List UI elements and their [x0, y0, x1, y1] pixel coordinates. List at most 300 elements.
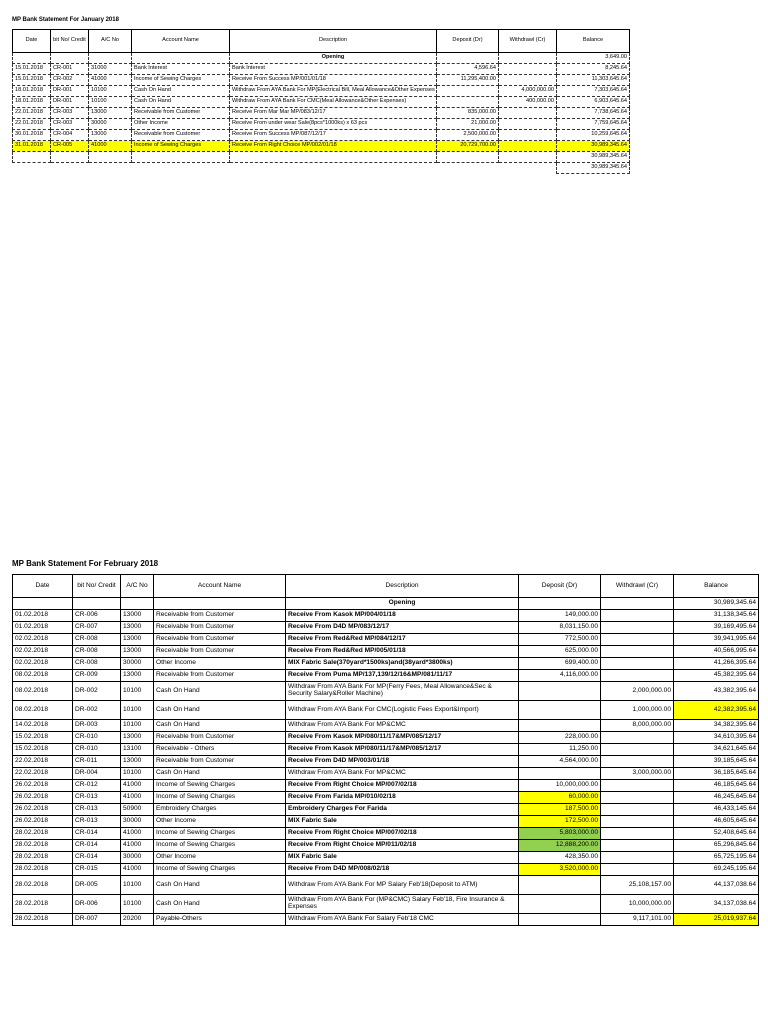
description-cell: Withdraw From AYA Bank For MP Salary Feb'18(Deposit to ATM): [286, 876, 519, 895]
date-cell: 28.02.2018: [13, 895, 73, 914]
deposit-cell: 187,500.00: [519, 804, 601, 816]
account-name-cell: Income of Sewing Charges: [132, 75, 230, 86]
description-cell: MIX Fabric Sale: [286, 816, 519, 828]
table-row: [13, 828, 759, 840]
description-cell: Receive From Kasok MP/004/01/18: [286, 610, 519, 622]
date-cell: 15.01.2018: [13, 75, 51, 86]
account-number-cell: 41000: [121, 840, 154, 852]
withdrawal-cell: [601, 670, 674, 682]
balance-cell: 45,382,395.64: [674, 670, 759, 682]
withdrawal-cell: [499, 119, 557, 130]
table-row: [13, 732, 759, 744]
column-header: Withdrawl (Cr): [499, 30, 557, 53]
date-cell: 26.02.2018: [13, 804, 73, 816]
description-cell: Receive From Red&Red MP/005/01/18: [286, 646, 519, 658]
date-cell: 02.02.2018: [13, 658, 73, 670]
description-cell: Receive From Kasok MP/080/11/17&MP/085/12/17: [286, 732, 519, 744]
reference-cell: CR-005: [51, 141, 89, 152]
account-name-cell: Cash On Hand: [154, 768, 286, 780]
description-cell: Bank Interest: [230, 64, 437, 75]
balance-cell: 39,169,495.64: [674, 622, 759, 634]
date-cell: 26.02.2018: [13, 792, 73, 804]
deposit-cell: 699,400.00: [519, 658, 601, 670]
deposit-cell: 3,520,000.00: [519, 864, 601, 876]
reference-cell: CR-008: [73, 646, 121, 658]
account-number-cell: 13000: [89, 108, 132, 119]
account-name-cell: Cash On Hand: [154, 720, 286, 732]
opening-label: Opening: [286, 598, 519, 610]
table-row: [13, 75, 630, 86]
reference-cell: DR-004: [73, 768, 121, 780]
description-cell: Withdraw From AYA Bank For MP&CMC: [286, 720, 519, 732]
withdrawal-cell: [601, 622, 674, 634]
date-cell: 28.02.2018: [13, 914, 73, 926]
reference-cell: DR-001: [51, 86, 89, 97]
deposit-cell: [519, 720, 601, 732]
description-cell: Receive From Right Choice MP/007/02/18: [286, 828, 519, 840]
account-number-cell: 13000: [121, 670, 154, 682]
description-cell: Receive From Right Choice MP/002/01/18: [230, 141, 437, 152]
date-cell: 01.02.2018: [13, 610, 73, 622]
deposit-cell: 4,564,000.00: [519, 756, 601, 768]
account-name-cell: Cash On Hand: [154, 701, 286, 720]
balance-cell: 46,433,145.64: [674, 804, 759, 816]
table-row: [13, 108, 630, 119]
description-cell: Withdraw From AYA Bank For CMC(Logistic Fees Export&Import): [286, 701, 519, 720]
table-row: [13, 780, 759, 792]
account-number-cell: 13000: [121, 610, 154, 622]
date-cell: 30.01.2018: [13, 130, 51, 141]
account-number-cell: 13000: [121, 634, 154, 646]
description-cell: Receive From Mar Mar MP/083/12/17: [230, 108, 437, 119]
empty-cell: [437, 53, 499, 64]
empty-cell: [51, 163, 89, 174]
opening-balance: 3,649.00: [557, 53, 630, 64]
deposit-cell: 21,000.00: [437, 119, 499, 130]
empty-cell: [132, 53, 230, 64]
table-row: [13, 756, 759, 768]
date-cell: 22.01.2018: [13, 108, 51, 119]
date-cell: 31.01.2018: [13, 141, 51, 152]
date-cell: 28.02.2018: [13, 828, 73, 840]
empty-cell: [121, 598, 154, 610]
withdrawal-cell: [499, 130, 557, 141]
withdrawal-cell: [601, 756, 674, 768]
column-header: Description: [286, 575, 519, 598]
column-header: A/C No: [89, 30, 132, 53]
deposit-cell: [519, 682, 601, 701]
account-number-cell: 41000: [89, 141, 132, 152]
account-name-cell: Income of Sewing Charges: [154, 864, 286, 876]
withdrawal-cell: [601, 646, 674, 658]
account-number-cell: 13000: [121, 622, 154, 634]
table-row: [13, 768, 759, 780]
balance-cell: 46,605,645.64: [674, 816, 759, 828]
january-title: MP Bank Statement For January 2018: [12, 17, 119, 23]
balance-cell: 6,903,645.64: [557, 97, 630, 108]
withdrawal-cell: [601, 828, 674, 840]
empty-cell: [499, 163, 557, 174]
reference-cell: DR-001: [51, 97, 89, 108]
balance-cell: 40,566,995.64: [674, 646, 759, 658]
date-cell: 02.02.2018: [13, 634, 73, 646]
empty-cell: [601, 598, 674, 610]
description-cell: Withdraw From AYA Bank For (MP&CMC) Salary Feb'18, Fire Insurance & Expenses: [286, 895, 519, 914]
account-name-cell: Embroidery Charges: [154, 804, 286, 816]
deposit-cell: 2,500,000.00: [437, 130, 499, 141]
reference-cell: CR-008: [73, 658, 121, 670]
reference-cell: CR-014: [73, 852, 121, 864]
deposit-cell: 12,888,200.00: [519, 840, 601, 852]
column-header: A/C No: [121, 575, 154, 598]
table-row: [13, 792, 759, 804]
deposit-cell: 10,000,000.00: [519, 780, 601, 792]
account-name-cell: Other Income: [132, 119, 230, 130]
empty-cell: [132, 163, 230, 174]
january-header-row: [13, 30, 630, 53]
withdrawal-cell: [499, 141, 557, 152]
opening-label: Opening: [230, 53, 437, 64]
date-cell: 01.02.2018: [13, 622, 73, 634]
empty-cell: [230, 152, 437, 163]
withdrawal-cell: 1,000,000.00: [601, 701, 674, 720]
withdrawal-cell: [601, 732, 674, 744]
empty-cell: [89, 152, 132, 163]
description-cell: Withdraw From AYA Bank For MP(Ferry Fees, Meal Allowance&Sec & Security Salary&Roller Machine): [286, 682, 519, 701]
empty-cell: [499, 152, 557, 163]
table-row: [13, 701, 759, 720]
date-cell: 18.01.2018: [13, 86, 51, 97]
date-cell: 15.02.2018: [13, 732, 73, 744]
empty-cell: [230, 163, 437, 174]
closing-balance: 30,989,345.64: [557, 163, 630, 174]
empty-cell: [89, 163, 132, 174]
balance-cell: 42,382,395.64: [674, 701, 759, 720]
deposit-cell: 4,116,000.00: [519, 670, 601, 682]
table-row: [13, 914, 759, 926]
opening-balance: 30,989,345.64: [674, 598, 759, 610]
balance-cell: 7,759,645.64: [557, 119, 630, 130]
reference-cell: CR-013: [73, 816, 121, 828]
empty-cell: [437, 163, 499, 174]
deposit-cell: 60,000.00: [519, 792, 601, 804]
account-number-cell: 41000: [89, 75, 132, 86]
account-name-cell: Receivable from Customer: [154, 610, 286, 622]
deposit-cell: [437, 97, 499, 108]
reference-cell: CR-007: [73, 622, 121, 634]
account-number-cell: 30000: [121, 816, 154, 828]
empty-cell: [437, 152, 499, 163]
date-cell: 08.02.2018: [13, 701, 73, 720]
account-number-cell: 41000: [121, 792, 154, 804]
column-header: Deposit (Dr): [437, 30, 499, 53]
withdrawal-cell: [601, 864, 674, 876]
date-cell: 28.02.2018: [13, 876, 73, 895]
column-header: Withdrawl (Cr): [601, 575, 674, 598]
date-cell: 14.02.2018: [13, 720, 73, 732]
account-name-cell: Receivable from Customer: [132, 130, 230, 141]
date-cell: 28.02.2018: [13, 852, 73, 864]
account-number-cell: 30000: [89, 119, 132, 130]
withdrawal-cell: [601, 744, 674, 756]
date-cell: 15.01.2018: [13, 64, 51, 75]
account-name-cell: Income of Sewing Charges: [132, 141, 230, 152]
description-cell: Receive From Right Choice MP/007/02/18: [286, 780, 519, 792]
column-header: Balance: [557, 30, 630, 53]
account-number-cell: 13000: [89, 130, 132, 141]
withdrawal-cell: 10,000,000.00: [601, 895, 674, 914]
description-cell: Receive From Puma MP/137,139/12/16&MP/081/11/17: [286, 670, 519, 682]
withdrawal-cell: [601, 792, 674, 804]
account-number-cell: 41000: [121, 864, 154, 876]
deposit-cell: [519, 914, 601, 926]
empty-cell: [73, 598, 121, 610]
balance-cell: 30,989,345.64: [557, 141, 630, 152]
description-cell: Receive From Success MP/087/12/17: [230, 130, 437, 141]
account-number-cell: 20200: [121, 914, 154, 926]
february-table: [12, 574, 759, 926]
table-row: [13, 119, 630, 130]
deposit-cell: 4,596.64: [437, 64, 499, 75]
balance-cell: 52,408,645.64: [674, 828, 759, 840]
description-cell: MIX Fabric Sale(370yard*1500ks)and(38yard*3800ks): [286, 658, 519, 670]
account-name-cell: Receivable from Customer: [154, 634, 286, 646]
description-cell: Withdraw From AYA Bank For Salary Feb'18 CMC: [286, 914, 519, 926]
description-cell: Withdraw From AYA Bank For CMC(Meal Allowance&Other Expenses): [230, 97, 437, 108]
table-row: [13, 744, 759, 756]
description-cell: Receive From D4D MP/083/12/17: [286, 622, 519, 634]
balance-cell: 34,610,395.64: [674, 732, 759, 744]
table-row: [13, 97, 630, 108]
reference-cell: DR-002: [73, 682, 121, 701]
account-name-cell: Receivable from Customer: [132, 108, 230, 119]
deposit-cell: 172,500.00: [519, 816, 601, 828]
withdrawal-cell: 8,000,000.00: [601, 720, 674, 732]
column-header: Date: [13, 575, 73, 598]
balance-cell: 34,137,038.64: [674, 895, 759, 914]
account-number-cell: 10100: [121, 720, 154, 732]
account-name-cell: Income of Sewing Charges: [154, 780, 286, 792]
deposit-cell: 11,295,400.00: [437, 75, 499, 86]
account-number-cell: 31000: [89, 64, 132, 75]
table-row: [13, 840, 759, 852]
empty-cell: [13, 163, 51, 174]
reference-cell: CR-010: [73, 732, 121, 744]
account-name-cell: Receivable - Others: [154, 744, 286, 756]
balance-cell: 8,245.64: [557, 64, 630, 75]
account-name-cell: Receivable from Customer: [154, 756, 286, 768]
withdrawal-cell: [601, 840, 674, 852]
description-cell: Receive From Kasok MP/080/11/17&MP/085/12/17: [286, 744, 519, 756]
empty-cell: [13, 53, 51, 64]
opening-row: [13, 53, 630, 64]
date-cell: 26.02.2018: [13, 780, 73, 792]
withdrawal-cell: [601, 658, 674, 670]
account-name-cell: Income of Sewing Charges: [154, 792, 286, 804]
account-name-cell: Receivable from Customer: [154, 622, 286, 634]
table-row: [13, 670, 759, 682]
column-header: Description: [230, 30, 437, 53]
deposit-cell: 428,350.00: [519, 852, 601, 864]
table-row: [13, 130, 630, 141]
table-row: [13, 816, 759, 828]
account-number-cell: 41000: [121, 828, 154, 840]
table-row: [13, 852, 759, 864]
reference-cell: CR-013: [73, 792, 121, 804]
empty-cell: [13, 152, 51, 163]
account-number-cell: 13000: [121, 756, 154, 768]
table-row: [13, 634, 759, 646]
account-number-cell: 13000: [121, 646, 154, 658]
column-header: Deposit (Dr): [519, 575, 601, 598]
reference-cell: CR-015: [73, 864, 121, 876]
date-cell: 28.02.2018: [13, 864, 73, 876]
account-number-cell: 13000: [121, 732, 154, 744]
account-name-cell: Payable-Others: [154, 914, 286, 926]
empty-cell: [89, 53, 132, 64]
date-cell: 18.01.2018: [13, 97, 51, 108]
account-name-cell: Receivable from Customer: [154, 670, 286, 682]
deposit-cell: 20,729,700.00: [437, 141, 499, 152]
deposit-cell: [519, 895, 601, 914]
column-header: bit No/ Credit: [51, 30, 89, 53]
table-row: [13, 610, 759, 622]
empty-cell: [13, 598, 73, 610]
account-name-cell: Receivable from Customer: [154, 732, 286, 744]
table-row: [13, 658, 759, 670]
balance-cell: 7,303,645.64: [557, 86, 630, 97]
table-row: [13, 804, 759, 816]
deposit-cell: [519, 701, 601, 720]
account-number-cell: 10100: [121, 876, 154, 895]
reference-cell: CR-009: [73, 670, 121, 682]
account-name-cell: Other Income: [154, 852, 286, 864]
deposit-cell: 8,031,150.00: [519, 622, 601, 634]
deposit-cell: 772,500.00: [519, 634, 601, 646]
date-cell: 15.02.2018: [13, 744, 73, 756]
opening-row: [13, 598, 759, 610]
reference-cell: CR-011: [73, 756, 121, 768]
description-cell: Receive From D4D MP/008/02/18: [286, 864, 519, 876]
balance-cell: 46,245,645.64: [674, 792, 759, 804]
withdrawal-cell: [601, 634, 674, 646]
reference-cell: CR-010: [73, 744, 121, 756]
description-cell: Receive From Right Choice MP/011/02/18: [286, 840, 519, 852]
column-header: Account Name: [154, 575, 286, 598]
account-number-cell: 10100: [121, 768, 154, 780]
table-row: [13, 876, 759, 895]
date-cell: 08.02.2018: [13, 682, 73, 701]
account-number-cell: 10100: [89, 97, 132, 108]
deposit-cell: 228,000.00: [519, 732, 601, 744]
description-cell: Receive From Success MP/001/01/18: [230, 75, 437, 86]
table-row: [13, 622, 759, 634]
february-header-row: [13, 575, 759, 598]
account-name-cell: Income of Sewing Charges: [154, 840, 286, 852]
description-cell: Receive From Farida MP/010/02/18: [286, 792, 519, 804]
withdrawal-cell: [601, 804, 674, 816]
empty-cell: [154, 598, 286, 610]
balance-cell: 41,266,395.64: [674, 658, 759, 670]
withdrawal-cell: 400,000.00: [499, 97, 557, 108]
account-number-cell: 10100: [121, 701, 154, 720]
account-name-cell: Other Income: [154, 816, 286, 828]
reference-cell: DR-006: [73, 895, 121, 914]
date-cell: 28.02.2018: [13, 840, 73, 852]
reference-cell: CR-014: [73, 828, 121, 840]
balance-cell: 39,185,645.64: [674, 756, 759, 768]
reference-cell: CR-012: [73, 780, 121, 792]
empty-cell: [51, 53, 89, 64]
account-number-cell: 50900: [121, 804, 154, 816]
table-row: [13, 895, 759, 914]
table-row: [13, 646, 759, 658]
account-name-cell: Cash On Hand: [154, 682, 286, 701]
description-cell: MIX Fabric Sale: [286, 852, 519, 864]
reference-cell: CR-001: [51, 64, 89, 75]
withdrawal-cell: [601, 816, 674, 828]
reference-cell: CR-006: [73, 610, 121, 622]
reference-cell: DR-005: [73, 876, 121, 895]
account-number-cell: 10100: [89, 86, 132, 97]
column-header: Account Name: [132, 30, 230, 53]
reference-cell: CR-014: [73, 840, 121, 852]
description-cell: Receive From under wear Sale(8pcs*1000ks) x 63 pcs: [230, 119, 437, 130]
withdrawal-cell: [601, 610, 674, 622]
account-number-cell: 30000: [121, 658, 154, 670]
withdrawal-cell: [601, 852, 674, 864]
table-row: [13, 141, 630, 152]
deposit-cell: [519, 768, 601, 780]
balance-cell: 34,621,645.64: [674, 744, 759, 756]
deposit-cell: 5,803,000.00: [519, 828, 601, 840]
withdrawal-cell: 4,000,000.00: [499, 86, 557, 97]
february-title: MP Bank Statement For February 2018: [12, 559, 159, 568]
deposit-cell: 625,000.00: [519, 646, 601, 658]
empty-cell: [51, 152, 89, 163]
date-cell: 02.02.2018: [13, 646, 73, 658]
reference-cell: DR-007: [73, 914, 121, 926]
withdrawal-cell: [499, 75, 557, 86]
table-row: [13, 64, 630, 75]
reference-cell: CR-003: [51, 119, 89, 130]
balance-cell: 39,941,995.64: [674, 634, 759, 646]
column-header: bit No/ Credit: [73, 575, 121, 598]
empty-cell: [519, 598, 601, 610]
account-number-cell: 41000: [121, 780, 154, 792]
withdrawal-cell: [601, 780, 674, 792]
deposit-cell: 835,000.00: [437, 108, 499, 119]
date-cell: 08.02.2018: [13, 670, 73, 682]
account-number-cell: 10100: [121, 895, 154, 914]
deposit-cell: [437, 86, 499, 97]
balance-cell: 7,738,645.64: [557, 108, 630, 119]
table-row: [13, 86, 630, 97]
account-name-cell: Other Income: [154, 658, 286, 670]
reference-cell: CR-003: [51, 108, 89, 119]
account-name-cell: Cash On Hand: [154, 876, 286, 895]
deposit-cell: 149,000.00: [519, 610, 601, 622]
balance-cell: 36,185,645.64: [674, 768, 759, 780]
table-row: [13, 720, 759, 732]
account-name-cell: Bank Interest: [132, 64, 230, 75]
account-name-cell: Cash On Hand: [132, 97, 230, 108]
withdrawal-cell: [499, 64, 557, 75]
total-row: [13, 152, 630, 163]
reference-cell: CR-002: [51, 75, 89, 86]
deposit-cell: [519, 876, 601, 895]
balance-cell: 69,245,195.64: [674, 864, 759, 876]
